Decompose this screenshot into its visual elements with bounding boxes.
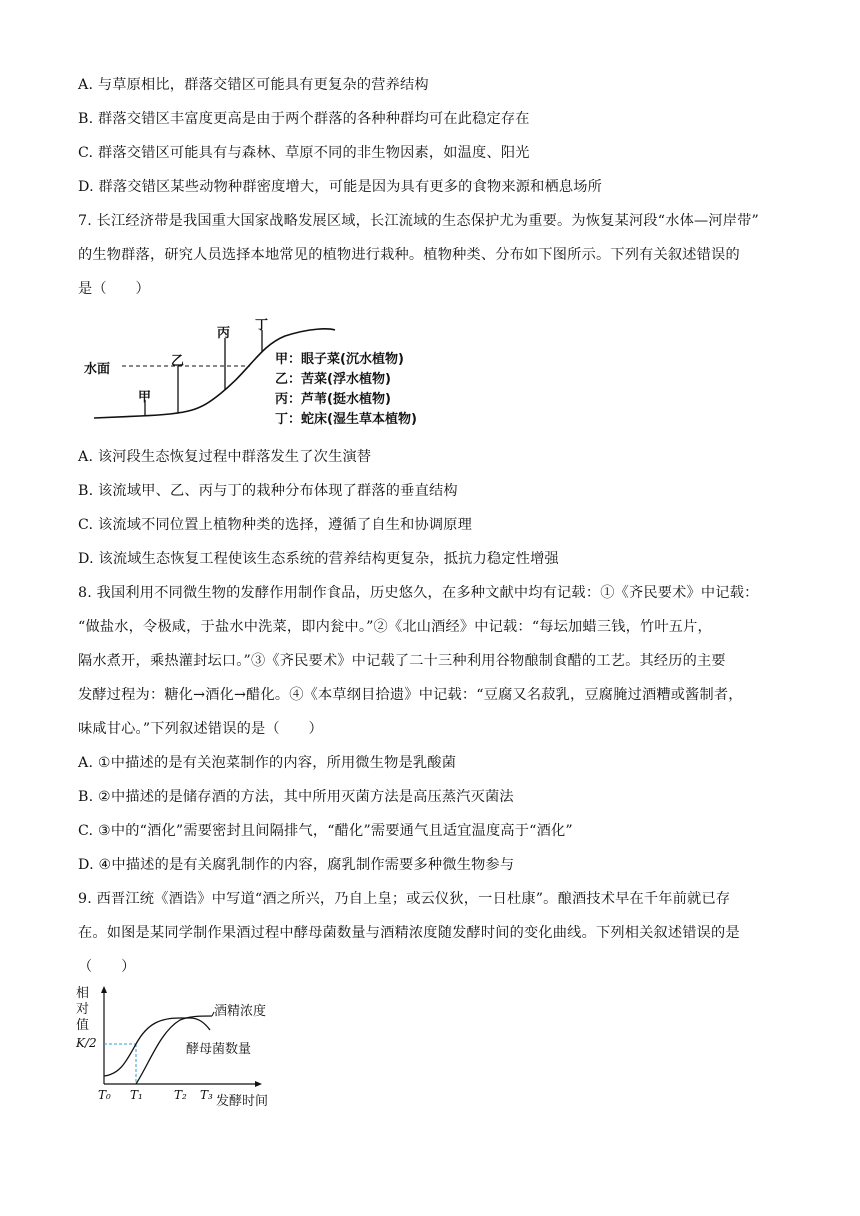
x-tick-t2: T₂ bbox=[174, 1088, 187, 1102]
q6-option-d: D. 群落交错区某些动物种群密度增大，可能是因为具有更多的食物来源和栖息场所 bbox=[78, 179, 603, 195]
series-label-alcohol: 酒精浓度 bbox=[214, 1004, 267, 1019]
marker-yi-label: 乙 bbox=[171, 354, 185, 369]
x-tick-t0: T₀ bbox=[98, 1088, 111, 1102]
q7-option-a: A. 该河段生态恢复过程中群落发生了次生演替 bbox=[78, 449, 372, 465]
marker-jia-label: 甲 bbox=[138, 390, 152, 405]
y-axis-label: 相对值 bbox=[76, 986, 90, 1033]
series-label-yeast: 酵母菌数量 bbox=[186, 1042, 252, 1057]
q7-option-d: D. 该流域生态恢复工程使该生态系统的营养结构更复杂，抵抗力稳定性增强 bbox=[78, 551, 559, 567]
q6-option-c: C. 群落交错区可能具有与森林、草原不同的非生物因素，如温度、阳光 bbox=[78, 145, 530, 161]
q7-riverbank-figure bbox=[80, 306, 480, 434]
q8-stem-line-1: 8. 我国利用不同微生物的发酵作用制作食品，历史悠久，在多种文献中均有记载：①《齐民要术》中记载： bbox=[78, 585, 759, 601]
q8-stem-line-5: 味咸甘心。”下列叙述错误的是（ ） bbox=[78, 721, 323, 737]
x-tick-t1: T₁ bbox=[130, 1088, 143, 1102]
marker-ding-label: 丁 bbox=[255, 318, 269, 333]
q9-stem-line-3: （ ） bbox=[78, 959, 136, 975]
x-axis-label: 发酵时间 bbox=[216, 1094, 269, 1109]
q7-option-b: B. 该流域甲、乙、丙与丁的栽种分布体现了群落的垂直结构 bbox=[78, 483, 458, 499]
q8-stem-line-2: “做盐水，令极咸，于盐水中洗菜，即内瓮中。”②《北山酒经》中记载：“每坛加蜡三钱，竹叶五片， bbox=[78, 619, 712, 635]
q8-option-a: A. ①中描述的是有关泡菜制作的内容，所用微生物是乳酸菌 bbox=[78, 755, 457, 771]
legend-yi: 乙：苦菜(浮水植物) bbox=[275, 372, 391, 387]
q6-option-b: B. 群落交错区丰富度更高是由于两个群落的各种种群均可在此稳定存在 bbox=[78, 111, 530, 127]
q7-stem-line-1: 7. 长江经济带是我国重大国家战略发展区域，长江流域的生态保护尤为重要。为恢复某河段“水体—河岸带” bbox=[78, 213, 759, 229]
q7-stem-line-3: 是（ ） bbox=[78, 281, 150, 297]
q8-option-b: B. ②中描述的是储存酒的方法，其中所用灭菌方法是高压蒸汽灭菌法 bbox=[78, 789, 514, 805]
legend-bing: 丙：芦苇(挺水植物) bbox=[275, 392, 391, 407]
y-axis-arrow bbox=[101, 986, 107, 993]
x-axis-arrow bbox=[255, 1081, 262, 1087]
q9-fermentation-chart bbox=[76, 982, 290, 1112]
q8-option-c: C. ③中的“酒化”需要密封且间隔排气，“醋化”需要通气且适宜温度高于“酒化” bbox=[78, 823, 573, 839]
q7-stem-line-2: 的生物群落，研究人员选择本地常见的植物进行栽种。植物种类、分布如下图所示。下列有关叙述错误的 bbox=[78, 247, 740, 263]
x-tick-t3: T₃ bbox=[200, 1088, 213, 1102]
y-tick-k2: K/2 bbox=[76, 1036, 97, 1050]
water-surface-label: 水面 bbox=[84, 362, 111, 377]
marker-bing-label: 丙 bbox=[217, 326, 231, 341]
legend-jia: 甲：眼子菜(沉水植物) bbox=[275, 352, 404, 367]
q8-stem-line-4: 发酵过程为：糖化→酒化→醋化。④《本草纲目拾遗》中记载：“豆腐又名菽乳，豆腐腌过酒糟或酱制者， bbox=[78, 687, 743, 703]
q8-stem-line-3: 隔水煮开，乘热灌封坛口。”③《齐民要术》中记载了二十三种利用谷物酿制食醋的工艺。其经历的主要 bbox=[78, 653, 726, 669]
q7-option-c: C. 该流域不同位置上植物种类的选择，遵循了自生和协调原理 bbox=[78, 517, 473, 533]
q9-stem-line-1: 9. 西晋江统《酒诰》中写道“酒之所兴，乃自上皇；或云仪狄，一日杜康”。酿酒技术早在千年前就已存 bbox=[78, 891, 731, 907]
q6-option-a: A. 与草原相比，群落交错区可能具有更复杂的营养结构 bbox=[78, 77, 429, 93]
legend-ding: 丁：蛇床(湿生草本植物) bbox=[275, 412, 417, 427]
q9-stem-line-2: 在。如图是某同学制作果酒过程中酵母菌数量与酒精浓度随发酵时间的变化曲线。下列相关叙述错误的是 bbox=[78, 925, 740, 941]
q8-option-d: D. ④中描述的是有关腐乳制作的内容，腐乳制作需要多种微生物参与 bbox=[78, 857, 515, 873]
